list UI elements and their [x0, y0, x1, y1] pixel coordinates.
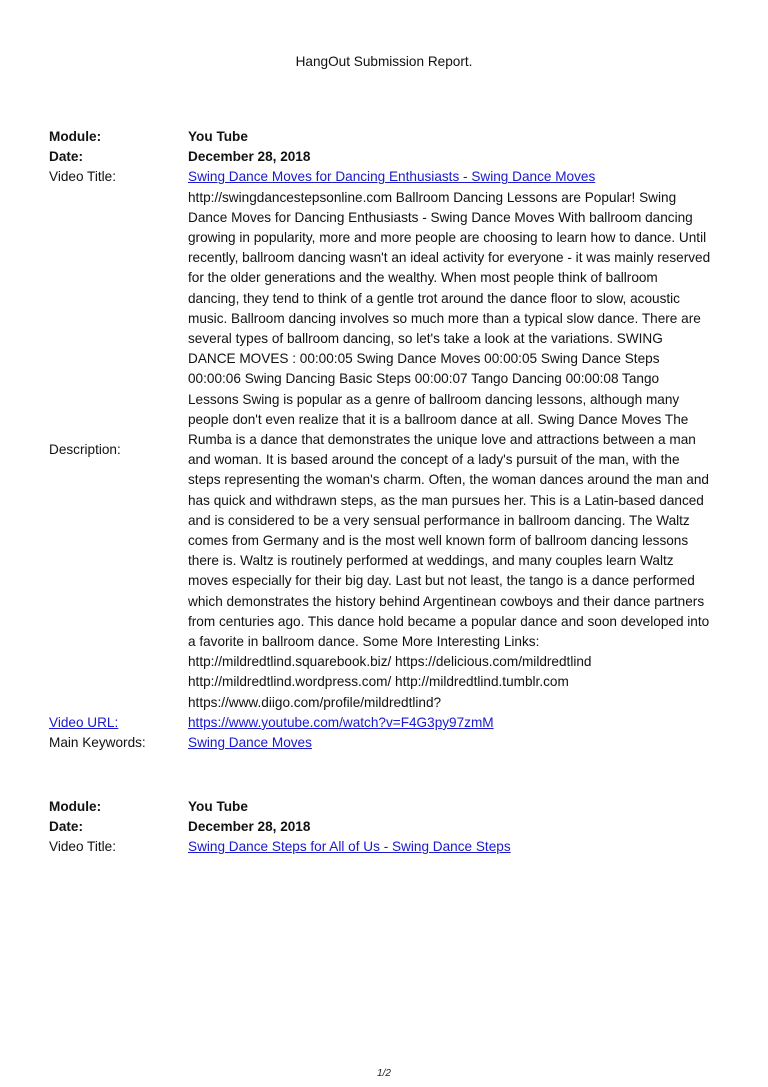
module-row — [49, 127, 749, 147]
report-title: HangOut Submission Report. — [295, 54, 473, 69]
page-number: 1/2 — [377, 1068, 391, 1079]
video-title-link[interactable]: Swing Dance Steps for All of Us - Swing Dance Steps — [188, 839, 511, 855]
video-url-label[interactable]: Video URL: — [49, 714, 119, 730]
main-keywords-row — [49, 733, 749, 753]
description-label: Description: — [49, 442, 121, 458]
module-value: You Tube — [188, 129, 248, 144]
description-text: http://swingdancestepsonline.com Ballroom Dancing Lessons are Popular! Swing Dance Moves for Dancing Enthusiasts - Swing Dance Moves With ballroom dancing growing in popularity, more and more people are choosing to learn how to dance. Until recently, ballroom dancing wasn't an ideal activity for everyone - it was mainly reserved for the older generations and the wealthy. When most people think of ballroom dancing, they tend to think of a gentle trot around the dance floor to slow, acoustic music. Ballroom dancing involves so much more than a typical slow dance. There are several types of ballroom dancing, so let's take a look at the variations. SWING DANCE MOVES : 00:00:05 Swing Dance Moves 00:00:05 Swing Dance Steps 00:00:06 Swing Dancing Basic Steps 00:00:07 Tango Dancing 00:00:08 Tango Lessons Swing is popular as a genre of ballroom dancing lessons, although many people don't even realize that it is a ballroom dance at all. Swing Dance Moves The Rumba is a dance that demonstrates the unique love and attractions between a man and woman. It is based around the concept of a lady's pursuit of the man, with the steps representing the woman's charm. Often, the woman dances around the man and has quick and withdrawn steps, as the man pursues her. This is a Latin-based danced and is considered to be a very sensual performance in ballroom dancing. The Waltz comes from Germany and is the most well known form of ballroom dancing lessons there is. Waltz is routinely performed at weddings, and many couples learn Waltz moves especially for their big day. Last but not least, the tango is a dance performed which demonstrates the history behind Argentinean cowboys and their dance partners from centuries ago. This dance hold became a popular dance and soon developed into a favorite in ballroom dance. Some More Interesting Links: http://mildredtlind.squarebook.biz/ https://delicious.com/mildredtlind http://mildredtlind.wordpress.com/ http://mildredtlind.tumblr.com https://www.diigo.com/profile/mildredtlind? — [188, 189, 711, 710]
video-title-row — [49, 837, 749, 857]
submission-entry — [49, 797, 749, 858]
main-keywords-label: Main Keywords: — [49, 735, 146, 751]
video-url-row — [49, 713, 749, 733]
date-label: Date: — [49, 819, 83, 835]
date-value: December 28, 2018 — [188, 819, 311, 835]
video-url-link[interactable]: https://www.youtube.com/watch?v=F4G3py97zmM — [188, 714, 494, 730]
submission-entry — [49, 127, 749, 753]
date-row — [49, 147, 749, 167]
date-row — [49, 817, 749, 837]
date-label: Date: — [49, 149, 83, 165]
video-title-label: Video Title: — [49, 839, 117, 855]
description-row — [49, 188, 749, 713]
module-value: You Tube — [188, 799, 248, 814]
video-title-label: Video Title: — [49, 169, 117, 185]
module-row — [49, 797, 749, 817]
video-title-row — [49, 167, 749, 187]
date-value: December 28, 2018 — [188, 149, 311, 165]
main-keywords-link[interactable]: Swing Dance Moves — [188, 735, 312, 751]
module-label: Module: — [49, 799, 102, 814]
module-label: Module: — [49, 129, 102, 144]
video-title-link[interactable]: Swing Dance Moves for Dancing Enthusiasts - Swing Dance Moves — [188, 169, 596, 185]
